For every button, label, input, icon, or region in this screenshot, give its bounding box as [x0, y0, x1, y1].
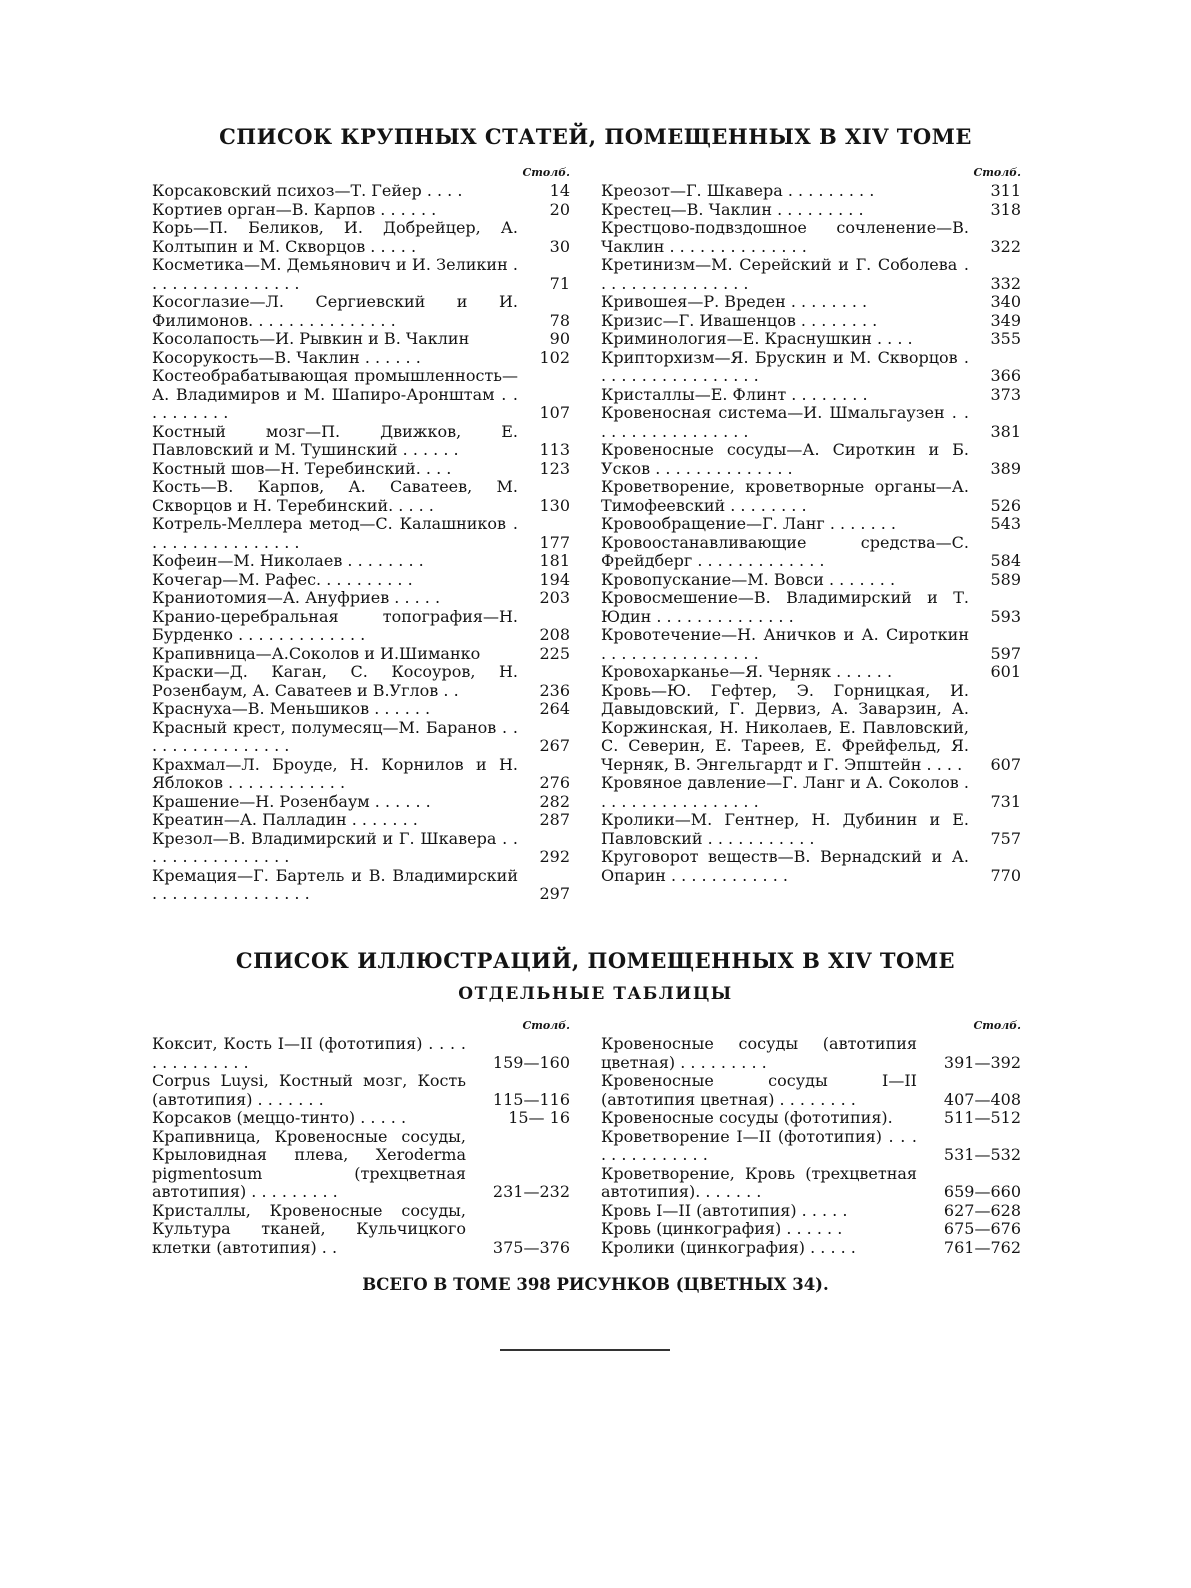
entry-title: Кровоостанавливающие средства—С. Фрейдберг . . . . . . . . . . . . . [601, 532, 969, 570]
list-item [601, 201, 1021, 220]
list-item [601, 478, 1021, 515]
list-item [601, 441, 1021, 478]
entry-column-number: 311 [990, 181, 1021, 200]
entry-title: Косорукость—В. Чаклин . . . . . . [152, 347, 421, 367]
list-item [152, 1109, 570, 1128]
articles-left-column [152, 164, 570, 904]
entry-title: Кролики (цинкография) . . . . . [601, 1237, 856, 1257]
entry-column-number: 318 [990, 199, 1021, 219]
plates-subtitle: ОТДЕЛЬНЫЕ ТАБЛИЦЫ [458, 984, 733, 1004]
list-item [152, 1128, 570, 1202]
entry-column-number: 297 [539, 884, 570, 903]
articles-title: СПИСОК КРУПНЫХ СТАТЕЙ, ПОМЕЩЕННЫХ В XIV ТОМЕ [219, 124, 972, 149]
entry-title: Кровеносные сосуды—А. Сироткин и Б. Усков . . . . . . . . . . . . . . [601, 440, 969, 478]
list-item [601, 848, 1021, 885]
entry-column-number: 375—376 [492, 1237, 570, 1257]
entry-title: Краски—Д. Каган, С. Косоуров, Н. Розенбаум, А. Саватеев и В.Углов . . [152, 662, 518, 700]
list-item [152, 645, 570, 664]
list-item [601, 811, 1021, 848]
entry-column-number: 30 [549, 236, 570, 256]
list-item [601, 663, 1021, 682]
list-item [152, 182, 570, 201]
entry-title: Кроветворение, кроветворные органы—А. Тимофеевский . . . . . . . . [601, 477, 969, 515]
entry-column-number: 181 [539, 551, 570, 570]
list-item [601, 349, 1021, 386]
entry-title: Кортиев орган—В. Карпов . . . . . . [152, 199, 437, 219]
list-item [152, 1202, 570, 1258]
entry-column-number: 597 [990, 643, 1021, 663]
entry-title: Кровообращение—Г. Ланг . . . . . . . [601, 514, 896, 533]
list-item [152, 867, 570, 904]
entry-title: Кровосмешение—В. Владимирский и Т. Юдин . . . . . . . . . . . . . . [601, 588, 969, 626]
entry-title: Косолапость—И. Рывкин и В. Чаклин [152, 329, 470, 348]
entry-title: Краснуха—В. Меньшиков . . . . . . [152, 699, 431, 718]
entry-title: Кость—В. Карпов, А. Саватеев, М. Скворцов и Н. Теребинский. . . . . [152, 477, 518, 515]
entry-column-number: 627—628 [943, 1200, 1021, 1220]
list-item [601, 256, 1021, 293]
list-item [601, 1220, 1021, 1239]
list-item [152, 589, 570, 608]
articles-right-list [601, 182, 1021, 885]
entry-title: Краниотомия—А. Ануфриев . . . . . [152, 588, 441, 607]
entry-title: Кровь (цинкография) . . . . . . [601, 1219, 843, 1238]
list-item [601, 219, 1021, 256]
entry-title: Крезол—В. Владимирский и Г. Шкавера . . . . . . . . . . . . . . . . [152, 828, 518, 866]
entry-title: Кровеносные сосуды (фототипия). [601, 1108, 893, 1127]
entry-title: Коксит, Кость I—II (фототипия) . . . . . . . . . . . . . . [152, 1034, 466, 1072]
plates-right-list [601, 1035, 1021, 1257]
list-item [152, 293, 570, 330]
entry-column-number: 14 [549, 181, 570, 200]
articles-left-list [152, 182, 570, 904]
entry-title: Кровеносные сосуды I—II (автотипия цветная) . . . . . . . . [601, 1071, 917, 1109]
column-header: Столб. [973, 166, 1021, 179]
entry-title: Corpus Luysi, Костный мозг, Кость (автотипия) . . . . . . . [152, 1071, 466, 1109]
entry-title: Кранио-церебральная топография—Н. Бурденко . . . . . . . . . . . . . [152, 606, 518, 644]
column-header: Столб. [522, 1019, 570, 1032]
closing-rule [500, 1349, 670, 1351]
entry-title: Кровяное давление—Г. Ланг и А. Соколов . . . . . . . . . . . . . . . . . [601, 773, 969, 811]
list-item [152, 793, 570, 812]
entry-column-number: 78 [549, 310, 570, 330]
entry-column-number: 236 [539, 680, 570, 700]
list-item [152, 515, 570, 552]
entry-column-number: 322 [990, 236, 1021, 256]
entry-column-number: 407—408 [943, 1089, 1021, 1109]
column-header: Столб. [973, 1019, 1021, 1032]
list-item [601, 1165, 1021, 1202]
list-item [152, 219, 570, 256]
entry-title: Корь—П. Беликов, И. Добрейцер, А. Колтыпин и М. Скворцов . . . . . [152, 218, 518, 256]
list-item [152, 478, 570, 515]
entry-column-number: 391—392 [943, 1052, 1021, 1072]
entry-title: Крестец—В. Чаклин . . . . . . . . . [601, 199, 864, 219]
entry-title: Костеобрабатывающая промышленность—А. Владимиров и М. Шапиро-Аронштам . . . . . . . . . . [152, 366, 518, 422]
entry-title: Кремация—Г. Бартель и В. Владимирский . . . . . . . . . . . . . . . . [152, 865, 518, 903]
entry-title: Кроветворение I—II (фототипия) . . . . . . . . . . . . . . [601, 1126, 917, 1164]
entry-title: Крапивница—А.Соколов и И.Шиманко [152, 643, 481, 663]
list-item [152, 700, 570, 719]
entry-title: Кроветворение, Кровь (трехцветная автотипия). . . . . . . [601, 1163, 917, 1201]
list-item [152, 367, 570, 423]
entry-column-number: 584 [990, 551, 1021, 570]
entry-column-number: 90 [549, 329, 570, 348]
list-item [152, 330, 570, 349]
entry-column-number: 511—512 [943, 1108, 1021, 1127]
list-item [601, 312, 1021, 331]
list-item [601, 386, 1021, 405]
entry-column-number: 601 [990, 662, 1021, 681]
list-item [601, 293, 1021, 312]
entry-title: Костный шов—Н. Теребинский. . . . [152, 458, 452, 478]
entry-column-number: 159—160 [492, 1052, 570, 1072]
entry-column-number: 340 [990, 292, 1021, 311]
entry-title: Кровеносная система—И. Шмальгаузен . . . . . . . . . . . . . . . . . [601, 403, 969, 441]
entry-title: Крестцово-подвздошное сочленение—В. Чаклин . . . . . . . . . . . . . . [601, 218, 969, 256]
entry-column-number: 282 [539, 791, 570, 811]
plates-right-column [601, 1017, 1021, 1257]
entry-column-number: 770 [990, 865, 1021, 885]
entry-title: Кровеносные сосуды (автотипия цветная) . . . . . . . . . [601, 1034, 917, 1072]
entry-title: Кочегар—М. Рафес. . . . . . . . . . [152, 569, 413, 589]
list-item [601, 1239, 1021, 1258]
entry-title: Кровь I—II (автотипия) . . . . . [601, 1200, 848, 1220]
entry-column-number: 194 [539, 569, 570, 589]
list-item [152, 1035, 570, 1072]
list-item [152, 811, 570, 830]
entry-column-number: 373 [990, 384, 1021, 404]
entry-column-number: 102 [539, 347, 570, 367]
entry-column-number: 526 [990, 495, 1021, 515]
entry-column-number: 366 [990, 366, 1021, 385]
entry-column-number: 276 [539, 773, 570, 792]
entry-column-number: 589 [990, 569, 1021, 589]
entry-column-number: 659—660 [943, 1182, 1021, 1201]
list-item [601, 571, 1021, 590]
list-item [152, 663, 570, 700]
list-item [152, 256, 570, 293]
entry-title: Круговорот веществ—В. Вернадский и А. Опарин . . . . . . . . . . . . [601, 847, 969, 885]
entry-title: Крахмал—Л. Броуде, Н. Корнилов и Н. Яблоков . . . . . . . . . . . . [152, 754, 518, 792]
entry-title: Кризис—Г. Ивашенцов . . . . . . . . [601, 310, 878, 330]
entry-title: Кристаллы—Е. Флинт . . . . . . . . [601, 384, 868, 404]
entry-column-number: 225 [539, 643, 570, 663]
list-item [601, 1035, 1021, 1072]
entry-column-number: 267 [539, 736, 570, 755]
list-item [152, 719, 570, 756]
entry-column-number: 381 [990, 421, 1021, 441]
list-item [152, 423, 570, 460]
entry-title: Котрель-Меллера метод—С. Калашников . . . . . . . . . . . . . . . . [152, 514, 518, 552]
list-item [601, 1072, 1021, 1109]
list-item [601, 1202, 1021, 1221]
list-item [601, 1128, 1021, 1165]
entry-title: Косметика—М. Демьянович и И. Зеликин . . . . . . . . . . . . . . . . [152, 255, 518, 293]
entry-column-number: 531—532 [943, 1145, 1021, 1164]
list-item [152, 608, 570, 645]
list-item [152, 349, 570, 368]
entry-title: Креатин—А. Палладин . . . . . . . [152, 810, 418, 829]
list-item [152, 1072, 570, 1109]
entry-column-number: 107 [539, 403, 570, 422]
articles-right-column [601, 164, 1021, 885]
entry-column-number: 115—116 [492, 1089, 570, 1109]
entry-column-number: 287 [539, 810, 570, 829]
entry-column-number: 71 [549, 273, 570, 293]
entry-title: Кофеин—М. Николаев . . . . . . . . [152, 551, 424, 570]
entry-title: Крипторхизм—Я. Брускин и М. Скворцов . . . . . . . . . . . . . . . . . [601, 347, 969, 385]
entry-column-number: 593 [990, 606, 1021, 626]
entry-column-number: 543 [990, 514, 1021, 533]
plates-left-column [152, 1017, 570, 1257]
entry-title: Корсаковский психоз—Т. Гейер . . . . [152, 181, 463, 200]
entry-column-number: 177 [539, 532, 570, 552]
entry-column-number: 355 [990, 329, 1021, 348]
entry-title: Крашение—Н. Розенбаум . . . . . . [152, 791, 431, 811]
list-item [601, 330, 1021, 349]
list-item [601, 1109, 1021, 1128]
entry-title: Костный мозг—П. Движков, Е. Павловский и М. Тушинский . . . . . . [152, 421, 518, 459]
entry-column-number: 731 [990, 791, 1021, 811]
column-header: Столб. [522, 166, 570, 179]
list-item [152, 571, 570, 590]
list-item [601, 515, 1021, 534]
entry-column-number: 203 [539, 588, 570, 607]
entry-column-number: 231—232 [492, 1182, 570, 1201]
entry-title: Кровь—Ю. Гефтер, Э. Горницкая, И. Давыдовский, Г. Дервиз, А. Заварзин, А. Коржинская, Н. Николаев, Е. Павловский, С. Северин, Е. Тареев, Е. Фрейфельд, Я. Черняк, В. Энгельгардт и Г. Эпштейн . . . . [601, 680, 969, 774]
entry-column-number: 607 [990, 754, 1021, 774]
entry-column-number: 264 [539, 699, 570, 718]
list-item [601, 682, 1021, 775]
entry-title: Косоглазие—Л. Сергиевский и И. Филимонов. . . . . . . . . . . . . . . [152, 292, 518, 330]
entry-title: Креозот—Г. Шкавера . . . . . . . . . [601, 181, 875, 200]
list-item [601, 404, 1021, 441]
entry-column-number: 15— 16 [508, 1108, 570, 1127]
total-illustrations: ВСЕГО В ТОМЕ 398 РИСУНКОВ (ЦВЕТНЫХ 34). [362, 1275, 829, 1294]
entry-column-number: 332 [990, 273, 1021, 293]
illustrations-title: СПИСОК ИЛЛЮСТРАЦИЙ, ПОМЕЩЕННЫХ В XIV ТОМЕ [235, 948, 956, 973]
list-item [601, 534, 1021, 571]
entry-column-number: 757 [990, 828, 1021, 848]
entry-column-number: 208 [539, 625, 570, 644]
entry-column-number: 20 [549, 199, 570, 219]
entry-title: Кривошея—Р. Вреден . . . . . . . . [601, 292, 868, 311]
entry-column-number: 349 [990, 310, 1021, 330]
entry-title: Корсаков (меццо-тинто) . . . . . [152, 1108, 407, 1127]
entry-title: Красный крест, полумесяц—М. Баранов . . . . . . . . . . . . . . . . [152, 717, 518, 755]
list-item [152, 830, 570, 867]
list-item [152, 460, 570, 479]
entry-title: Кровотечение—Н. Аничков и А. Сироткин . . . . . . . . . . . . . . . . [601, 625, 969, 663]
entry-title: Кретинизм—М. Серейский и Г. Соболева . . . . . . . . . . . . . . . . [601, 255, 969, 293]
list-item [601, 774, 1021, 811]
entry-column-number: 123 [539, 458, 570, 478]
entry-title: Кровопускание—М. Вовси . . . . . . . [601, 569, 896, 589]
entry-title: Кристаллы, Кровеносные сосуды, Культура тканей, Кульчицкого клетки (автотипия) . . [152, 1200, 466, 1257]
entry-title: Крапивница, Кровеносные сосуды, Крыловидная плева, Xeroderma pigmentosum (трехцветная автотипия) . . . . . . . . . [152, 1126, 466, 1201]
list-item [152, 201, 570, 220]
entry-column-number: 113 [539, 440, 570, 459]
plates-left-list [152, 1035, 570, 1257]
entry-column-number: 130 [539, 495, 570, 515]
entry-title: Криминология—Е. Краснушкин . . . . [601, 329, 913, 348]
list-item [152, 756, 570, 793]
list-item [601, 626, 1021, 663]
list-item [601, 182, 1021, 201]
entry-title: Кролики—М. Гентнер, Н. Дубинин и Е. Павловский . . . . . . . . . . . [601, 810, 969, 848]
entry-column-number: 292 [539, 847, 570, 866]
list-item [152, 552, 570, 571]
entry-column-number: 389 [990, 458, 1021, 478]
entry-column-number: 675—676 [943, 1219, 1021, 1238]
entry-title: Кровохарканье—Я. Черняк . . . . . . [601, 662, 893, 681]
entry-column-number: 761—762 [943, 1237, 1021, 1257]
list-item [601, 589, 1021, 626]
